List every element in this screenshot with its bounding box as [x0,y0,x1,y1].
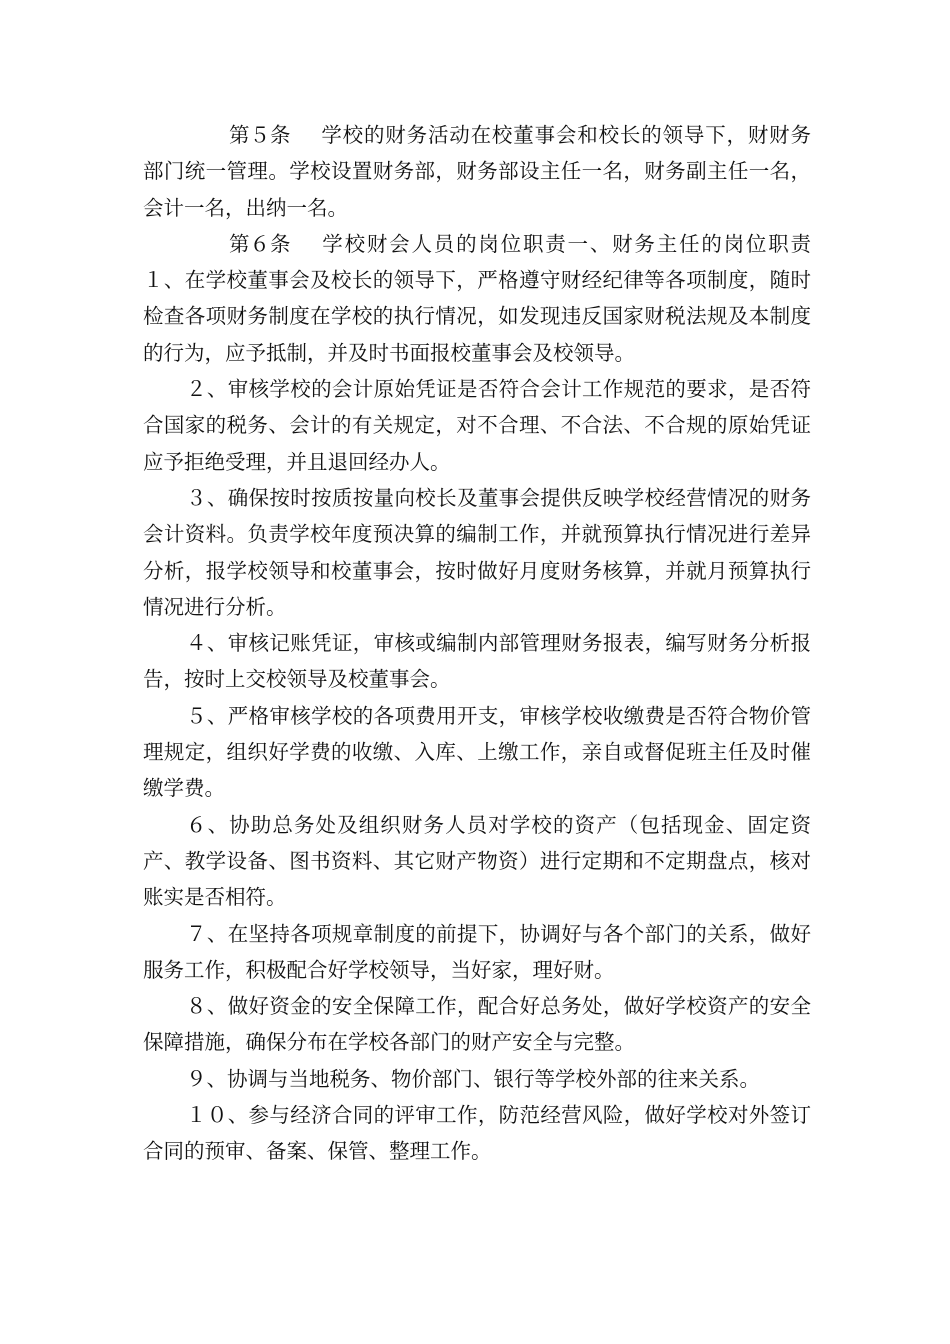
document-body [143,117,811,1170]
duty-item-7: ７、在坚持各项规章制度的前提下，协调好与各个部门的关系，做好服务工作，积极配合好学校领导，当好家，理好财。 [143,921,811,982]
duty-item-3: ３、确保按时按质按量向校长及董事会提供反映学校经营情况的财务会计资料。负责学校年度预决算的编制工作，并就预算执行情况进行差异分析，报学校领导和校董事会，按时做好月度财务核算，并就月预算执行情况进行分析。 [143,485,811,619]
duty-item-4: ４、审核记账凭证，审核或编制内部管理财务报表，编写财务分析报告，按时上交校领导及校董事会。 [143,631,811,692]
duty-item-6: ６、协助总务处及组织财务人员对学校的资产（包括现金、固定资产、教学设备、图书资料、其它财产物资）进行定期和不定期盘点，核对账实是否相符。 [143,812,811,910]
article-5-text: 学校的财务活动在校董事会和校长的领导下，财财务部门统一管理。学校设置财务部，财务部设主任一名，财务副主任一名，会计一名，出纳一名。 [143,123,811,220]
duty-item-9: ９、协调与当地税务、物价部门、银行等学校外部的往来关系。 [186,1066,760,1091]
duty-item-5: ５、严格审核学校的各项费用开支，审核学校收缴费是否符合物价管理规定，组织好学费的收缴、入库、上缴工作，亲自或督促班主任及时催缴学费。 [143,703,811,801]
article-6-label: 第６条 [229,231,291,256]
article-5-paragraph [143,117,811,226]
duty-item-8: ８、做好资金的安全保障工作，配合好总务处，做好学校资产的安全保障措施，确保分布在学校各部门的财产安全与完整。 [143,994,811,1055]
article-6-text: 学校财会人员的岗位职责一、财务主任的岗位职责１、在学校董事会及校长的领导下，严格遵守财经纪律等各项制度，随时检查各项财务制度在学校的执行情况，如发现违反国家财税法规及本制度的行为，应予抵制，并及时书面报校董事会及校领导。 [143,231,811,365]
article-6-paragraph [143,226,811,371]
duty-item-2: ２、审核学校的会计原始凭证是否符合会计工作规范的要求，是否符合国家的税务、会计的有关规定，对不合理、不合法、不合规的原始凭证应予拒绝受理，并且退回经办人。 [143,377,811,474]
duty-item-10: １０、参与经济合同的评审工作，防范经营风险，做好学校对外签订合同的预审、备案、保管、整理工作。 [143,1103,811,1164]
article-5-label: 第５条 [229,123,291,147]
